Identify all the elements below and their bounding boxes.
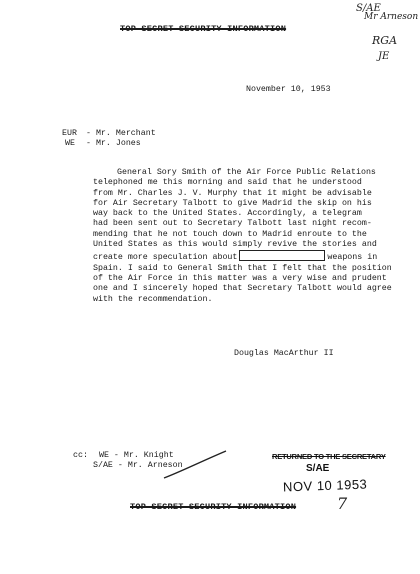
cc-label: cc: (73, 451, 88, 460)
body-line: one and I sincerely hoped that Secretary Talbott would agree (93, 284, 392, 294)
body-line: way back to the United States. Accordingly, a telegram (93, 209, 362, 219)
addressee-name: - Mr. Merchant (86, 129, 156, 138)
body-text-fragment: create more speculation about (93, 253, 238, 263)
addressee-office: EUR (62, 129, 77, 138)
addressee-line (62, 139, 141, 149)
handwritten-routing-2: Mr Arneson (364, 12, 419, 22)
handwritten-mark (160, 448, 230, 482)
stamp-date: NOV 10 1953 (282, 476, 368, 495)
body-line: with the recommendation. (93, 294, 213, 304)
body-text-fragment: weapons in (327, 253, 378, 263)
classification-bottom: TOP SECRET SECURITY INFORMATION (130, 502, 297, 512)
handwritten-routing-1: S/AE (356, 3, 381, 14)
body-line: mending that he not touch down to Madrid enroute to the (93, 229, 367, 239)
addressee-office: WE (65, 139, 75, 148)
classification-top: TOP SECRET SECURITY INFORMATION (120, 24, 287, 34)
body-line: United States as this would simply revive the stories and (93, 240, 377, 250)
memo-date: November 10, 1953 (246, 85, 331, 94)
signature: Douglas MacArthur II (234, 349, 334, 358)
handwritten-initials-2: JE (378, 51, 390, 62)
body-line: General Sory Smith of the Air Force Public Relations (117, 168, 376, 177)
body-line: had been sent out to Secretary Talbott last night recom- (93, 219, 372, 229)
body-line: of the Air Force in this matter was a very wise and prudent (93, 273, 387, 283)
addressee-line (62, 129, 156, 139)
body-line-redacted (93, 250, 378, 263)
handwritten-initials-1: RGA (372, 34, 398, 47)
redaction-box (239, 250, 325, 261)
cc-line: S/AE - Mr. Arneson (93, 461, 183, 470)
stamp-office: S/AE (306, 463, 330, 474)
handwritten-page-number: 7 (337, 494, 348, 513)
body-line: telephoned me this morning and said that he understood (93, 178, 362, 188)
cc-line: WE - Mr. Knight (99, 451, 174, 460)
stamp-returned: RETURNED TO THE SECRETARY (272, 452, 386, 461)
body-line: from Mr. Charles J. V. Murphy that it might be advisable (93, 188, 372, 198)
body-line: Spain. I said to General Smith that I felt that the position (93, 263, 392, 273)
addressee-name: - Mr. Jones (86, 139, 141, 148)
body-line: for Air Secretary Talbott to give Madrid the skip on his (93, 198, 372, 208)
memo-body (93, 168, 392, 305)
